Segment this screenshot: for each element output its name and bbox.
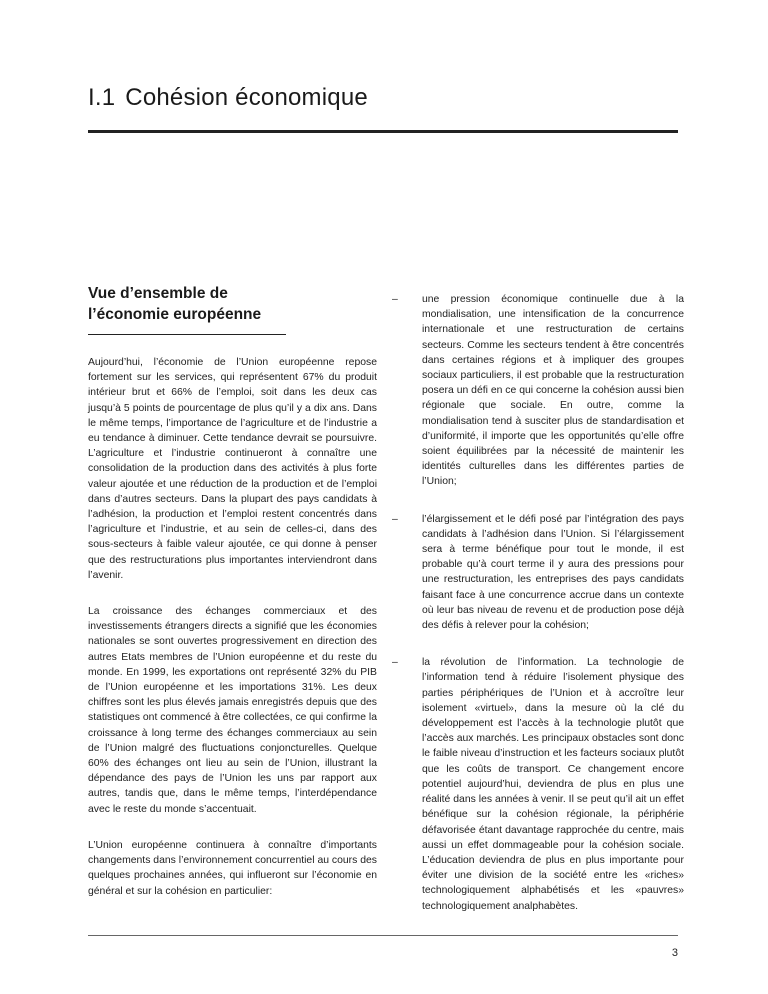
footer-rule <box>88 935 678 936</box>
page-number: 3 <box>671 947 678 959</box>
chapter-title-text: Cohésion économique <box>125 84 368 111</box>
section-title-line-1: Vue d’ensemble de <box>88 285 228 302</box>
section-title <box>88 283 377 325</box>
bullet-dash: – <box>392 294 398 305</box>
bullet-dash: – <box>392 657 398 669</box>
list-item-enlargement <box>392 512 684 634</box>
right-column <box>392 292 684 936</box>
left-column <box>88 283 377 920</box>
chapter-number: I.1 <box>88 84 116 111</box>
chapter-title <box>88 84 368 112</box>
bullet-text: la révolution de l’information. La technologie de l’information tend à réduire l’isolement physique des parties périphériques de l’Union et à accroître leur isolement «virtuel», dans la mesure où la clé du développement est l’accès à la technologie plutôt que l’accès aux marchés. Les principaux obstacles sont donc le faible niveau d’instruction et les facteurs sociaux plutôt que les coûts de transport. Ce changement encore potentiel aujourd’hui, deviendra de plus en plus une réalité dans les années à venir. Il se peut qu’il ait un effet bénéfique sur la cohésion régionale, la périphérie défavorisée étant davantage rapprochée du centre, mais aussi un effet dommageable pour la cohésion sociale. L’éducation deviendra de plus en plus importante pour éviter une division de la société entre les «riches» technologiquement alphabétisés et les «pauvres» technologiquement analphabètes. <box>422 657 684 912</box>
paragraph-1: Aujourd’hui, l’économie de l’Union européenne repose fortement sur les services, qui représentent 67% du produit intérieur brut et 66% de l’emploi, soit dans les deux cas jusqu’à 5 points de pourcentage de plus qu’il y a dix ans. Dans le même temps, l’importance de l’agriculture et de l’industrie a eu tendance à diminuer. Cette tendance devrait se poursuivre. L’agriculture et l’industrie continueront à connaître une consolidation de la production dans des activités à plus forte valeur ajoutée et une réduction de la production et de l’emploi dans d’autres secteurs. Dans la plupart des pays candidats à l’adhésion, la production et l’emploi restent concentrés dans l’agriculture et l’industrie, et au sein de celles-ci, dans des sous-secteurs à faible valeur ajoutée, ce qui donne à penser que des restructurations plus importantes interviendront dans l’avenir. <box>88 357 377 581</box>
section-title-line-2: l’économie européenne <box>88 306 262 323</box>
paragraph-3: L’Union européenne continuera à connaître d’importants changements dans l’environnement concurrentiel au cours des quelques prochaines années, qui influeront sur l’économie en général et sur la cohésion en particulier: <box>88 839 377 897</box>
bullet-dash: – <box>392 513 398 525</box>
header-rule <box>88 130 678 133</box>
bullet-text: une pression économique continuelle due à la mondialisation, une intensification de la concurrence internationale et une restructuration de certains secteurs. Comme les secteurs tendent à être concentrés dans certaines régions et à impliquer des groupes sociaux particuliers, il est probable que la restructuration posera un défi en ce qui concerne la cohésion aussi bien régionale que sociale. En outre, comme la mondialisation tend à susciter plus de standardisation et d’uniformité, il importe que les opportunités qu’elle offre soient équilibrées par la nécessité de maintenir les identités culturelles dans les différentes parties de l’Union; <box>422 294 684 488</box>
section-title-rule <box>88 334 286 335</box>
bullet-text: l’élargissement et le défi posé par l’intégration des pays candidats à l’adhésion dans l’Union. Si l’élargissement sera à terme bénéfique pour tout le monde, il est probable qu’à court terme il y aura des pressions pour une restructuration, les entreprises des pays candidats faisant face à une concurrence accrue dans un contexte où leur bas niveau de revenu et de production pose déjà des défis à relever pour la cohésion; <box>422 513 684 632</box>
list-item-information-revolution <box>392 655 684 913</box>
paragraph-2: La croissance des échanges commerciaux et des investissements étrangers directs a signifié que les économies nationales se sont ouvertes progressivement en direction des autres Etats membres de l’Union européenne et du reste du monde. En 1999, les exportations ont représenté 32% du PIB de l’Union européenne et les importations 31%. Les deux chiffres sont les plus élevés jamais enregistrés depuis que des statistiques ont commencé à être collectées, ce qui confirme la croissance à long terme des échanges commerciaux au sein de l’Union malgré des fluctuations conjoncturelles. Quelque 60% des échanges ont lieu au sein de l’Union, illustrant la dépendance des pays de l’Union les uns par rapport aux autres, tandis que, dans le même temps, l’interdépendance avec le reste du monde s’accentuait. <box>88 606 377 815</box>
list-item-globalisation <box>392 292 684 490</box>
